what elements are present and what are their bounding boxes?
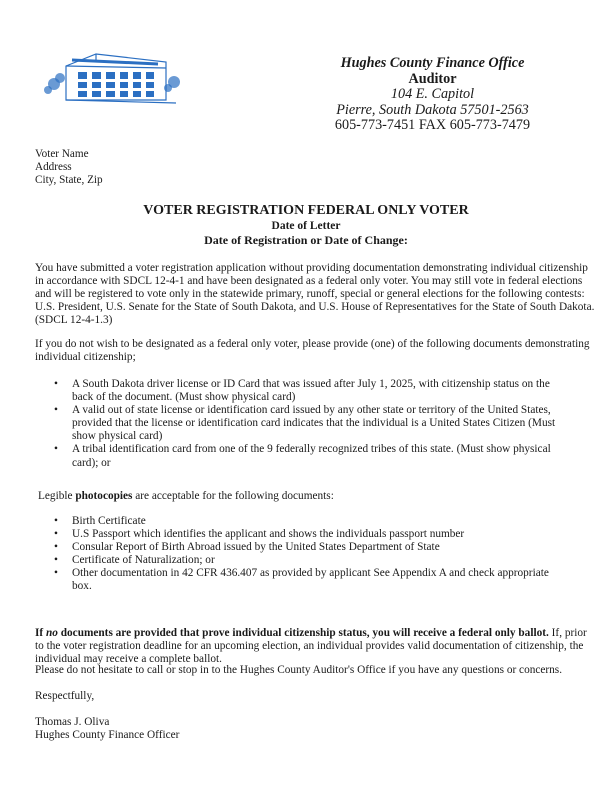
text: Legible xyxy=(38,490,76,502)
list-item: • Certificate of Naturalization; or xyxy=(72,554,565,567)
signature-block xyxy=(35,716,595,742)
paragraph-provide-documents: If you do not wish to be designated as a federal only voter, please provide (one) of the following documents demonstrating individual citizenship; xyxy=(35,338,590,364)
text: documents are provided that prove individual citizenship status, you will receive a federal only ballot. xyxy=(57,627,549,639)
photocopy-list xyxy=(35,515,565,594)
recipient-name: Voter Name xyxy=(35,148,89,160)
paragraph-contact: Please do not hesitate to call or stop in to the Hughes County Auditor's Office if you have any questions or concerns. xyxy=(35,664,563,676)
text: If, prior to the voter registration deadline for an upcoming election, an individual provides valid documentation of citizenship, the individual may receive a complete ballot. xyxy=(35,627,587,666)
office-street: 104 E. Capitol xyxy=(390,86,475,102)
signer-name: Thomas J. Oliva xyxy=(35,716,110,728)
text: If xyxy=(35,627,46,639)
text: no xyxy=(45,627,58,639)
list-item: • A South Dakota driver license or ID Card that was issued after July 1, 2025, with citizenship status on the back of the document. (Must show physical card) xyxy=(72,378,565,404)
office-title: Auditor xyxy=(408,70,457,87)
letter-title: VOTER REGISTRATION FEDERAL ONLY VOTER xyxy=(143,203,469,218)
office-phone: 605-773-7451 FAX 605-773-7479 xyxy=(334,117,531,133)
date-of-registration: Date of Registration or Date of Change: xyxy=(204,233,408,247)
text: are acceptable for the following documents: xyxy=(132,490,334,502)
recipient-address: Address xyxy=(35,161,72,173)
letterhead xyxy=(300,56,565,134)
bold-text: photocopies xyxy=(75,490,133,502)
photocopies-intro xyxy=(38,490,598,503)
date-of-letter: Date of Letter xyxy=(271,220,341,232)
paragraph-warning xyxy=(35,627,595,666)
list-item: • Other documentation in 42 CFR 436.407 as provided by applicant See Appendix A and check appropriate box. xyxy=(72,567,565,593)
office-name: Hughes County Finance Office xyxy=(340,55,525,71)
recipient-city: City, State, Zip xyxy=(35,174,103,186)
document-list xyxy=(35,378,565,470)
list-item: • Consular Report of Birth Abroad issued by the United States Department of State xyxy=(72,541,565,554)
letter-heading xyxy=(0,203,612,248)
recipient-block xyxy=(35,148,103,187)
closing: Respectfully, xyxy=(35,690,95,702)
office-city: Pierre, South Dakota 57501-2563 xyxy=(336,101,529,118)
signer-title: Hughes County Finance Officer xyxy=(35,729,180,742)
list-item: • A valid out of state license or identification card issued by any other state or territory of the United States, provided that the license or identification card indicates that the individual is a United States Citizen (Must show physical card) xyxy=(72,404,565,443)
list-item: • Birth Certificate xyxy=(72,515,565,528)
list-item: • A tribal identification card from one of the 9 federally recognized tribes of this state. (Must show physical card); or xyxy=(72,443,565,469)
list-item: • U.S Passport which identifies the applicant and shows the individuals passport number xyxy=(72,528,565,541)
building-logo xyxy=(36,48,186,111)
paragraph-designation: You have submitted a voter registration application without providing documentation demonstrating individual citizenship in accordance with SDCL 12-4-1 and have been designated as a federal only voter. You may still vote in federal elections and will be registered to vote only in the statewide primary, runoff, special or general elections for the following contests: U.S. President, U.S. Senate for the State of South Dakota, and U.S. House of Representatives for the State of South Dakota. (SDCL 12-4-1.3) xyxy=(35,262,595,327)
